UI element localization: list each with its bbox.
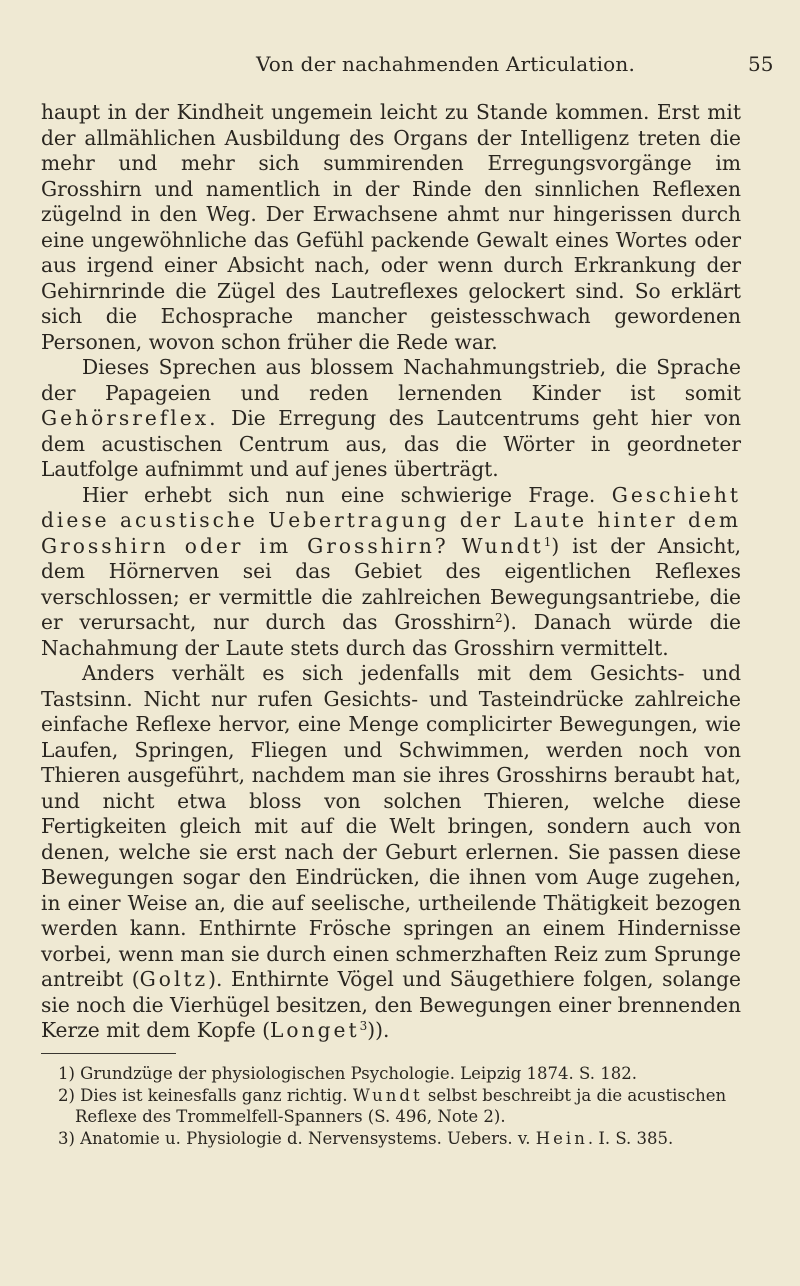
page-number: 55 [748,52,774,76]
footnote-rule [41,1053,176,1054]
paragraph-4-text-a: Anders verhält es sich jedenfalls mit dem Gesichts- und Tastsinn. Nicht nur rufen Gesichts- und Tasteindrücke zahlreiche einfache Reflexe hervor, eine Menge complicirter Bewegungen, wie Laufen, Springen, Fliegen und Schwimmen, werden noch von Thieren ausgeführt, nachdem man sie ihres Grosshirns beraubt hat, und nicht etwa bloss von solchen Thieren, welche diese Fertigkeiten gleich mit auf die Welt bringen, sondern auch von denen, welche sie erst nach der Geburt erlernen. Sie passen diese Bewegungen sogar den Eindrücken, die ihnen vom Auge zugehen, in einer Weise an, die auf seelische, urtheilende Thätigkeit bezogen werden kann. Enthirnte Frösche springen an einem Hindernisse vorbei, wenn man sie durch einen schmerzhaften Reiz zum Sprunge antreibt ( [41,661,741,991]
paragraph-3-text-a: Hier erhebt sich nun eine schwierige Frage. [82,482,596,507]
paragraph-4-text-b: ). Enthirnte Vögel und Säugethiere folgen, solange sie noch die Vierhügel besitzen, den Bewegungen einer brennenden Kerze mit dem Kopfe ( [41,967,741,1042]
footnote-ref-1: 1 [543,534,552,549]
footnote-3-text-a: 3) Anatomie u. Physiologie d. Nervensystems. Uebers. v. [58,1128,531,1148]
paragraph-1-text: haupt in der Kindheit ungemein leicht zu Stande kommen. Erst mit der allmählichen Ausbildung des Organs der Intelligenz treten die mehr und mehr sich summirenden Erregungsvorgänge im Grosshirn und namentlich in der Rinde den sinnlichen Reflexen zügelnd in den Weg. Der Erwachsene ahmt nur hingerissen durch eine ungewöhnliche das Gefühl packende Gewalt eines Wortes oder aus irgend einer Absicht nach, oder wenn durch Erkrankung der Gehirnrinde die Zügel des Lautreflexes gelockert sind. So erklärt sich die Echosprache mancher geistesschwach gewordenen Personen, wovon schon früher die Rede war. [41,100,741,354]
paragraph-2-text-a: Dieses Sprechen aus blossem Nachahmungstrieb, die Sprache der Papageien und reden lernenden Kinder ist somit [41,355,741,405]
emphasis-gehoersreflex: Gehörsreflex. [41,406,219,430]
page-header [0,52,800,82]
paragraph-3-text-c: . Danach würde die Nachahmung der Laute stets durch das Grosshirn vermittelt. [41,610,741,660]
footnotes [58,1063,744,1149]
footnote-3 [58,1128,744,1150]
footnote-2-author: Wundt [352,1085,423,1105]
footnote-3-author: Hein [535,1128,588,1148]
paragraph-2 [41,355,741,483]
author-longet: Longet [270,1018,360,1042]
paragraph-3-text-b: ist der Ansicht, dem Hörnerven sei das Gebiet des eigentlichen Reflexes verschlossen; er vermittle die zahlreichen Bewegungsantriebe, die er verursacht, nur durch das Grosshirn [41,533,741,634]
author-goltz: Goltz [139,967,209,991]
running-head: Von der nachahmenden Articulation. [256,52,636,76]
author-wundt: Wundt [461,533,544,558]
paragraph-4-text-c: ). [375,1018,390,1042]
paragraph-1 [41,100,741,355]
footnote-ref-2: 2 [495,611,503,625]
footnote-3-text-b: . I. S. 385. [587,1128,674,1148]
footnote-2-text-a: 2) Dies ist keinesfalls ganz richtig. [58,1085,348,1105]
footnote-2 [58,1085,744,1128]
emphasis-question: Geschieht diese acustische Uebertragung der Laute hinter dem Grosshirn oder im Grosshirn? [41,482,741,558]
paragraph-3: Hier erhebt sich nun eine schwierige Frage. Geschieht diese acustische Uebertragung der Laute hinter dem Grosshirn oder im Grosshirn? Wundt$^1$) ist der Ansicht, dem Hörnerven sei das Gebiet des eigentlichen Reflexes verschlossen; er vermittle die zahlreichen Bewegungsantriebe, die er verursacht, nur durch das Grosshirn$^2$). Danach würde die Nachahmung der Laute stets durch das Grosshirn vermittelt. [41,482,741,660]
paragraph-4: Anders verhält es sich jedenfalls mit dem Gesichts- und Tastsinn. Nicht nur rufen Gesichts- und Tasteindrücke zahlreiche einfache Reflexe hervor, eine Menge complicirter Bewegungen, wie Laufen, Springen, Fliegen und Schwimmen, werden noch von Thieren ausgeführt, nachdem man sie ihres Grosshirns beraubt hat, und nicht etwa bloss von solchen Thieren, welche diese Fertigkeiten gleich mit auf die Welt bringen, sondern auch von denen, welche sie erst nach der Geburt erlernen. Sie passen diese Bewegungen sogar den Eindrücken, die ihnen vom Auge zugehen, in einer Weise an, die auf seelische, urtheilende Thätigkeit bezogen werden kann. Enthirnte Frösche springen an einem Hindernisse vorbei, wenn man sie durch einen schmerzhaften Reiz zum Sprunge antreibt (Goltz). Enthirnte Vögel und Säugethiere folgen, solange sie noch die Vierhügel besitzen, den Bewegungen einer brennenden Kerze mit dem Kopfe (Longet$^3$)). [41,661,741,1042]
paragraph-2-text-b: Die Erregung des Lautcentrums geht hier von dem acustischen Centrum aus, das die Wörter in geordneter Lautfolge aufnimmt und auf jenes überträgt. [41,406,741,481]
footnote-1: 1) Grundzüge der physiologischen Psychologie. Leipzig 1874. S. 182. [58,1064,637,1083]
footnote-2-text-b: selbst beschreibt ja die acustischen Reflexe des Trommelfell-Spanners (S. 496, Note 2). [75,1085,727,1126]
footnote-ref-3: 3 [359,1019,368,1033]
body-text [41,100,741,1044]
